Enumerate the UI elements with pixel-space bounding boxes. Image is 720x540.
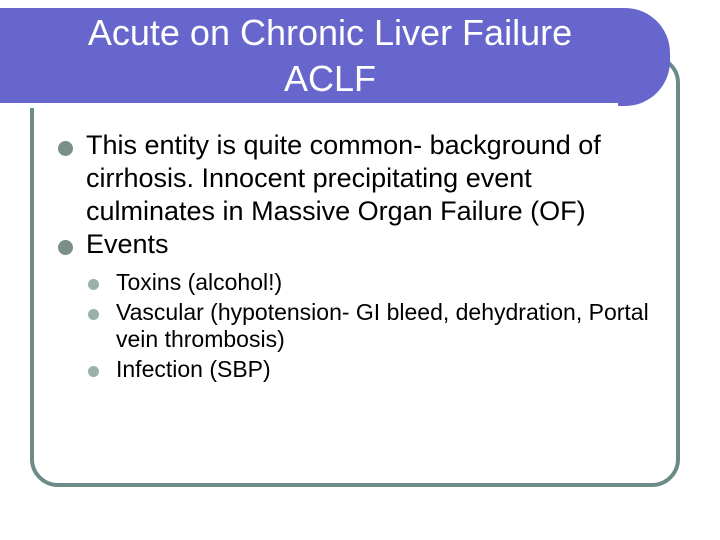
sub-bullet-text: Toxins (alcohol!) bbox=[116, 269, 283, 295]
sub-bullet-dot-icon bbox=[88, 309, 99, 320]
sub-bullet-dot-icon bbox=[88, 366, 99, 377]
slide-content bbox=[58, 129, 668, 386]
sub-bullet-dot-icon bbox=[88, 279, 99, 290]
title-underline bbox=[0, 103, 618, 108]
bullet-dot-icon bbox=[58, 240, 73, 255]
bullet-item bbox=[58, 129, 668, 228]
bullet-item bbox=[58, 228, 668, 261]
sub-bullet-text: Vascular (hypotension- GI bleed, dehydration, Portal vein thrombosis) bbox=[116, 299, 649, 352]
sub-bullet-list bbox=[88, 269, 668, 383]
bullet-text: This entity is quite common- background of cirrhosis. Innocent precipitating event culminates in Massive Organ Failure (OF) bbox=[86, 130, 601, 226]
slide-title bbox=[0, 10, 660, 102]
slide-title-line-2: ACLF bbox=[283, 58, 377, 99]
sub-bullet-text: Infection (SBP) bbox=[116, 356, 271, 382]
bullet-dot-icon bbox=[58, 141, 73, 156]
bullet-text: Events bbox=[86, 229, 169, 259]
sub-bullet-item bbox=[88, 356, 668, 383]
sub-bullet-item bbox=[88, 269, 668, 296]
slide-title-line-1: Acute on Chronic Liver Failure bbox=[87, 12, 573, 53]
sub-bullet-item bbox=[88, 299, 668, 353]
